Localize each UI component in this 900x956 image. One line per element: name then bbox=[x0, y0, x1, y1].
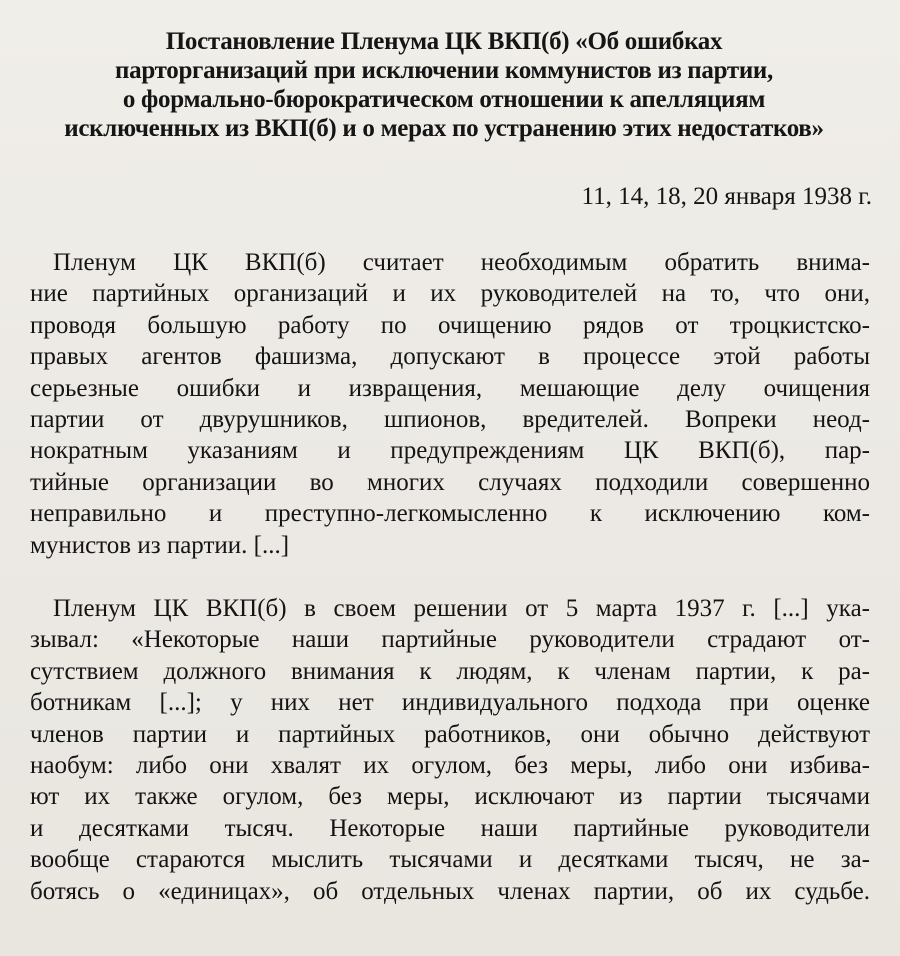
resolution-date: 11, 14, 18, 20 января 1938 г. bbox=[581, 183, 872, 210]
text-line: Пленум ЦК ВКП(б) в своем решении от 5 марта 1937 г. [...] ука- bbox=[53, 595, 870, 622]
text-line: наобум: либо они хвалят их огулом, без меры, либо они избива- bbox=[30, 751, 870, 779]
text-line: и десятками тысяч. Некоторые наши партийные руководители bbox=[30, 814, 870, 842]
title-line: исключенных из ВКП(б) и о мерах по устранению этих недостатков» bbox=[64, 115, 824, 142]
text-line: проводя большую работу по очищению рядов от троцкистско- bbox=[30, 311, 870, 339]
reverse-side-show-through bbox=[30, 0, 880, 19]
text-line: партии от двурушников, шпионов, вредителей. Вопреки неод- bbox=[30, 405, 870, 433]
text-line: сутствием должного внимания к людям, к членам партии, к ра- bbox=[30, 657, 870, 685]
text-line: серьезные ошибки и извращения, мешающие делу очищения bbox=[30, 374, 870, 402]
title-line: парторганизаций при исключении коммунистов из партии, bbox=[115, 57, 773, 84]
text-line: тийные организации во многих случаях подходили совершенно bbox=[30, 468, 870, 496]
text-line: ботникам [...]; у них нет индивидуального подхода при оценке bbox=[30, 689, 870, 717]
title-line: Постановление Пленума ЦК ВКП(б) «Об ошибках bbox=[165, 28, 723, 55]
text-line: мунистов из партии. [...] bbox=[30, 531, 290, 559]
text-line: Пленум ЦК ВКП(б) считает необходимым обратить внима- bbox=[53, 249, 870, 276]
text-line: ние партийных организаций и их руководителей на то, что они, bbox=[30, 280, 870, 308]
resolution-title bbox=[20, 27, 868, 143]
text-line: правых агентов фашизма, допускают в процессе этой работы bbox=[30, 343, 870, 371]
text-line: вообще стараются мыслить тысячами и десятками тысяч, не за- bbox=[30, 846, 870, 874]
paragraph-2 bbox=[30, 593, 870, 907]
paragraph-1 bbox=[30, 247, 870, 561]
text-line: ют их также огулом, без меры, исключают из партии тысячами bbox=[30, 783, 870, 811]
title-line: о формально-бюрократическом отношении к апелляциям bbox=[122, 86, 766, 113]
text-line: нократным указаниям и предупреждениям ЦК ВКП(б), пар- bbox=[30, 437, 870, 465]
text-line: зывал: «Некоторые наши партийные руководители страдают от- bbox=[30, 626, 870, 654]
text-line: ботясь о «единицах», об отдельных членах партии, об их судьбе. bbox=[30, 877, 870, 905]
text-line: неправильно и преступно-легкомысленно к исключению ком- bbox=[30, 500, 870, 528]
text-line: членов партии и партийных работников, они обычно действуют bbox=[30, 720, 870, 748]
